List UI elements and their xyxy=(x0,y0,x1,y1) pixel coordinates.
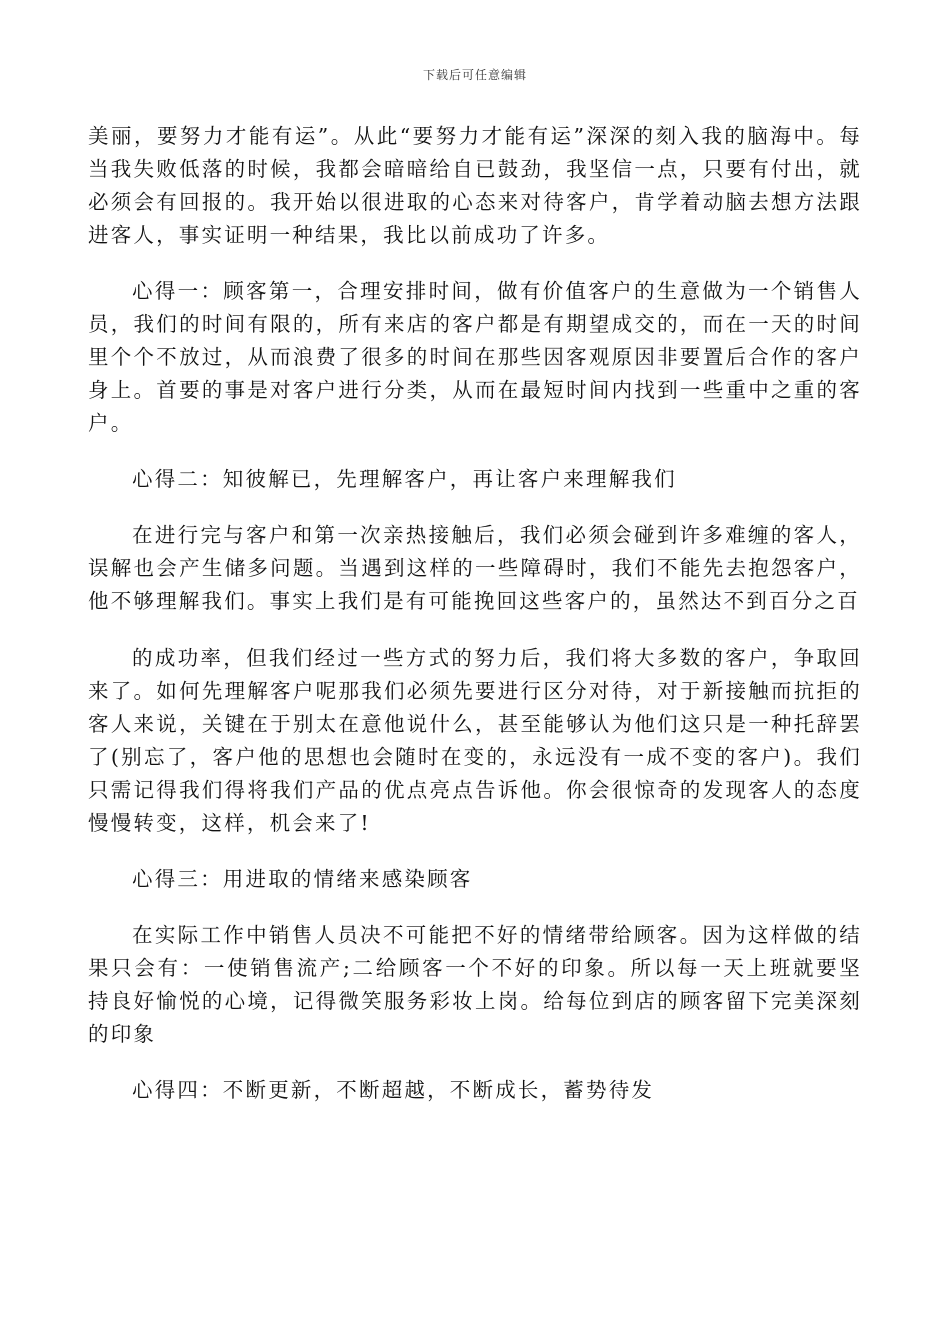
paragraph-insight-2-continued: 的成功率，但我们经过一些方式的努力后，我们将大多数的客户，争取回来了。如何先理解客户呢那我们必须先要进行区分对待，对于新接触而抗拒的客人来说，关键在于别太在意他说什么，甚至能够认为他们这只是一种托辞罢了(别忘了，客户他的思想也会随时在变的，永远没有一成不变的客户)。我们只需记得我们得将我们产品的优点亮点告诉他。你会很惊奇的发现客人的态度慢慢转变，这样，机会来了! xyxy=(88,646,862,835)
page-header: 下载后可任意编辑 xyxy=(422,68,527,82)
paragraph-insight-1: 心得一：顾客第一，合理安排时间，做有价值客户的生意做为一个销售人员，我们的时间有限的，所有来店的客户都是有期望成交的，而在一天的时间里个个不放过，从而浪费了很多的时间在那些因客观原因非要置后合作的客户身上。首要的事是对客户进行分类，从而在最短时间内找到一些重中之重的客户。 xyxy=(88,279,862,435)
paragraph-insight-2-body: 在进行完与客户和第一次亲热接触后，我们必须会碰到许多难缠的客人，误解也会产生储多问题。当遇到这样的一些障碍时，我们不能先去抱怨客户，他不够理解我们。事实上我们是有可能挽回这些客户的，虽然达不到百分之百 xyxy=(88,523,862,613)
document-body xyxy=(88,120,862,1107)
paragraph-insight-2-heading: 心得二：知彼解已，先理解客户，再让客户来理解我们 xyxy=(132,467,677,491)
paragraph-insight-4-heading: 心得四：不断更新，不断超越，不断成长，蓄势待发 xyxy=(132,1078,655,1102)
paragraph-insight-3-body: 在实际工作中销售人员决不可能把不好的情绪带给顾客。因为这样做的结果只会有：一使销售流产;二给顾客一个不好的印象。所以每一天上班就要坚持良好愉悦的心境，记得微笑服务彩妆上岗。给每位到店的顾客留下完美深刻的印象 xyxy=(88,923,862,1046)
paragraph-intro: 美丽，要努力才能有运”。从此“要努力才能有运”深深的刻入我的脑海中。每当我失败低落的时候，我都会暗暗给自已鼓劲，我坚信一点，只要有付出，就必须会有回报的。我开始以很进取的心态来对待客户，肯学着动脑去想方法跟进客人，事实证明一种结果，我比以前成功了许多。 xyxy=(88,124,862,247)
paragraph-insight-3-heading: 心得三：用进取的情绪来感染顾客 xyxy=(132,867,473,891)
